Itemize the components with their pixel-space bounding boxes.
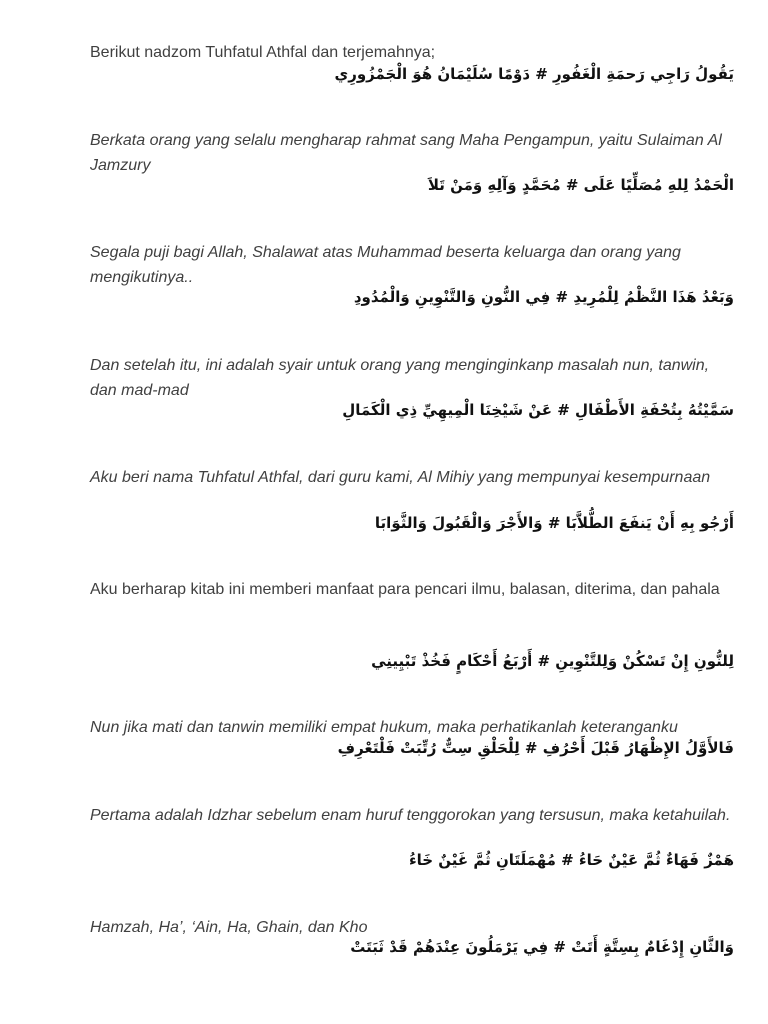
verse-4-arabic: سَمَّيْتُهُ بِتُحْفَةِ الأَطْفَالِ # عَنْ شَيْخِنَا الْمِيهِيِّ ذِي الْكَمَالِ bbox=[342, 401, 734, 419]
verse-3-translation: Dan setelah itu, ini adalah syair untuk orang yang menginginkanp masalah nun, tanwin, dan mad-mad bbox=[90, 357, 710, 399]
verse-4-translation: Aku beri nama Tuhfatul Athfal, dari guru kami, Al Mihiy yang mempunyai kesempurnaan bbox=[90, 469, 711, 486]
verse-7-arabic: فَالأَوَّلُ الإِظْهَارُ قَبْلَ أَحْرُفِ # لِلْحَلْقِ سِتٌّ رُتِّبَتْ فَلْتَعْرِفِ bbox=[337, 739, 734, 757]
verse-1-arabic: يَقُولُ رَاجِي رَحمَةِ الْغَفُورِ # دَوْمًا سُلَيْمَانُ هُوَ الْجَمْزُورِي bbox=[334, 65, 734, 83]
verse-6-translation: Nun jika mati dan tanwin memiliki empat hukum, maka perhatikanlah keteranganku bbox=[90, 719, 678, 736]
verse-7-translation: Pertama adalah Idzhar sebelum enam huruf tenggorokan yang tersusun, maka ketahuilah. bbox=[90, 807, 731, 824]
verse-3-arabic: وَبَعْدُ هَذَا النَّظْمُ لِلْمُرِيدِ # فِي النُّونِ وَالتَّنْوِينِ وَالْمُدُودِ bbox=[353, 288, 734, 306]
verse-6-arabic: لِلنُّونِ إِنْ تَسْكُنْ وَلِلتَّنْوِينِ # أَرْبَعُ أَحْكَامٍ فَخُذْ تَبْيِينِي bbox=[371, 652, 734, 670]
verse-5-arabic: أَرْجُو بِهِ أَنْ يَنفَعَ الطُّلاَّبَا # وَالأَجْرَ وَالْقَبُولَ وَالثَّوَابَا bbox=[374, 514, 734, 532]
verse-8-arabic: هَمْزٌ فَهَاءٌ ثُمَّ عَيْنٌ حَاءُ # مُهْمَلَتَانِ ثُمَّ غَيْنٌ خَاءُ bbox=[408, 851, 734, 869]
intro-text: Berikut nadzom Tuhfatul Athfal dan terjemahnya; bbox=[90, 44, 436, 61]
verse-9-arabic: وَالثَّانِ إِدْغَامٌ بِسِتَّةٍ أَتَتْ # فِي يَرْمَلُونَ عِنْدَهُمْ قَدْ ثَبَتَتْ bbox=[350, 938, 734, 956]
verse-2-translation: Segala puji bagi Allah, Shalawat atas Muhammad beserta keluarga dan orang yang mengikutinya.. bbox=[90, 244, 681, 286]
verse-8-translation: Hamzah, Ha’, ‘Ain, Ha, Ghain, dan Kho bbox=[90, 919, 368, 936]
verse-2-arabic: الْحَمْدُ لِلهِ مُصَلِّيًا عَلَى # مُحَمَّدٍ وَآلِهِ وَمَنْ تَلاَ bbox=[427, 176, 734, 194]
verse-5-translation: Aku berharap kitab ini memberi manfaat para pencari ilmu, balasan, diterima, dan pahala bbox=[90, 581, 720, 598]
verse-1-translation: Berkata orang yang selalu mengharap rahmat sang Maha Pengampun, yaitu Sulaiman Al Jamzury bbox=[90, 132, 722, 174]
